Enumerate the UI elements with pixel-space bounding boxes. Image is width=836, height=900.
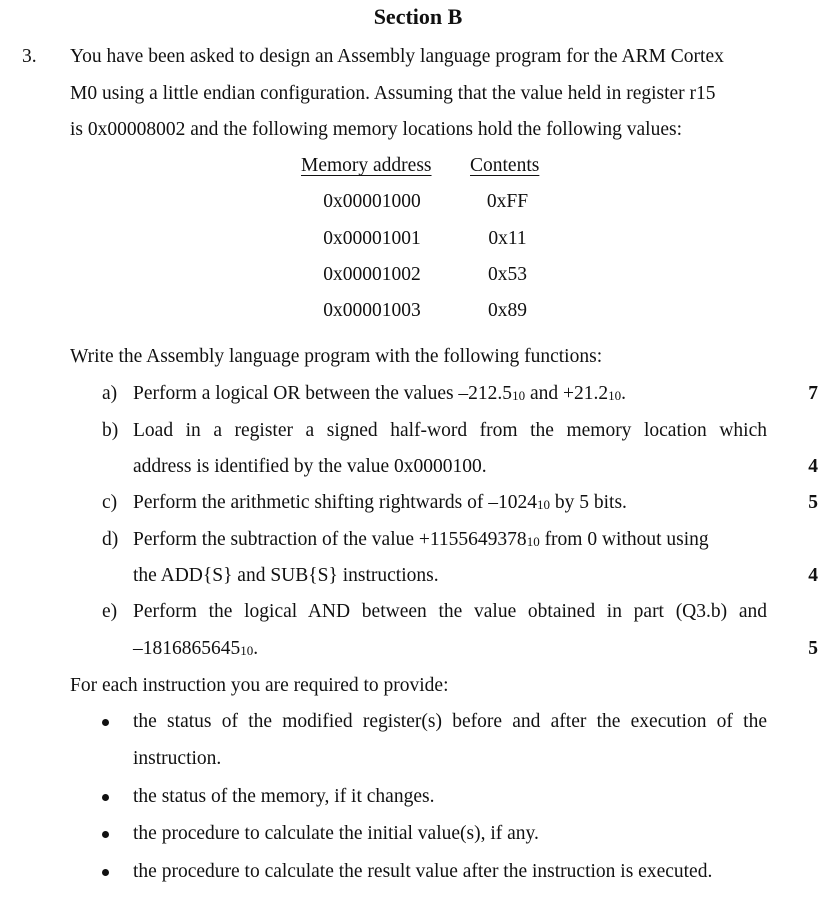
parts-intro: Write the Assembly language program with the following functions:	[70, 346, 603, 367]
requirement-item: the procedure to calculate the result value after the instruction is executed.	[133, 861, 713, 882]
part-e-line-2: $-1816865645_{10}$.	[133, 638, 259, 659]
table-header-contents: Contents	[470, 155, 540, 176]
part-b-line-1: Load in a register a signed half-word from the memory location which	[133, 420, 767, 441]
part-c-marks: 5	[808, 492, 818, 513]
bullet-icon	[102, 719, 109, 726]
part-b-marks: 4	[808, 456, 818, 477]
section-title: Section B	[373, 4, 463, 29]
table-cell-contents: 0x53	[488, 264, 527, 285]
part-b-line-2: address is identified by the value 0x0000100.	[133, 456, 487, 477]
part-c-text: Perform the arithmetic shifting rightwards of $-1024_{10}$ by 5 bits.	[133, 492, 627, 513]
part-e-marks: 5	[808, 638, 818, 659]
intro-line-3: is 0x00008002 and the following memory locations hold the following values:	[70, 119, 683, 140]
bullet-icon	[102, 831, 109, 838]
intro-line-1: You have been asked to design an Assembly language program for the ARM Cortex	[70, 46, 724, 67]
table-cell-contents: 0x89	[488, 300, 527, 321]
bullet-icon	[102, 794, 109, 801]
part-b-label: b)	[102, 420, 119, 441]
part-a-marks: 7	[808, 383, 818, 404]
intro-line-2: M0 using a little endian configuration. Assuming that the value held in register r15	[70, 83, 716, 104]
part-d-label: d)	[102, 529, 119, 550]
requirement-item: the status of the modified register(s) before and after the execution of the	[133, 711, 767, 732]
requirements-intro: For each instruction you are required to provide:	[70, 675, 449, 696]
table-cell-contents: 0xFF	[486, 191, 529, 212]
bullet-icon	[102, 869, 109, 876]
table-cell-address: 0x00001002	[323, 264, 421, 285]
part-d-marks: 4	[808, 565, 818, 586]
requirement-item: the status of the memory, if it changes.	[133, 786, 435, 807]
part-a-label: a)	[102, 383, 118, 404]
part-c-label: c)	[102, 492, 118, 513]
part-d-line-2: the ADD{S} and SUB{S} instructions.	[133, 565, 439, 586]
table-cell-contents: 0x11	[488, 228, 527, 249]
question-number: 3.	[22, 46, 37, 67]
table-cell-address: 0x00001000	[323, 191, 421, 212]
requirement-item: the procedure to calculate the initial value(s), if any.	[133, 823, 539, 844]
part-e-label: e)	[102, 601, 118, 622]
table-header-address: Memory address	[301, 155, 432, 176]
part-a-text: Perform a logical OR between the values $-212.5_{10}$ and $+21.2_{10}$.	[133, 383, 626, 404]
requirement-item-continued: instruction.	[133, 748, 222, 769]
part-d-line-1: Perform the subtraction of the value $+1155649378_{10}$ from 0 without using	[133, 529, 709, 550]
table-cell-address: 0x00001003	[323, 300, 421, 321]
table-cell-address: 0x00001001	[323, 228, 421, 249]
part-e-line-1: Perform the logical AND between the value obtained in part (Q3.b) and	[133, 601, 767, 622]
